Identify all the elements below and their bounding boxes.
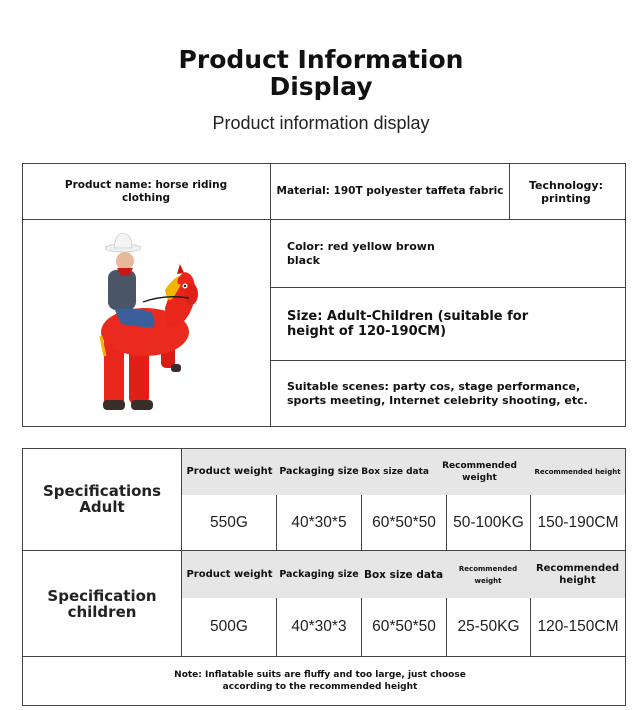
adult-header-box-size: Box size data (361, 449, 429, 495)
page-subtitle: Product information display (212, 113, 430, 133)
children-value-recommended-weight: 25-50KG (457, 618, 520, 635)
adult-value-product-weight: 550G (210, 513, 248, 531)
page-title-line2: Display (269, 72, 373, 101)
page-title-line1: Product Information (178, 45, 464, 74)
page-title (0, 46, 642, 100)
adult-header-packaging-size: Packaging size (277, 449, 361, 495)
color-cell: Color: red yellow brown black (287, 239, 435, 267)
adult-value-recommended-weight: 50-100KG (453, 513, 524, 531)
adult-header-recommended-weight: Recommended weight (429, 449, 530, 495)
spec-adult-label: Specifications Adult (42, 482, 162, 516)
material-cell: Material: 190T polyester taffeta fabric (276, 185, 504, 197)
adult-value-packaging-size: 40*30*5 (291, 513, 347, 531)
children-value-packaging-size: 40*30*3 (291, 618, 347, 635)
product-image (95, 228, 205, 418)
children-header-packaging-size: Packaging size (277, 551, 361, 598)
children-header-box-size: Box size data (361, 551, 446, 598)
info-table-divider (509, 163, 510, 219)
children-header-recommended-weight: Recommended weight (446, 551, 530, 598)
adult-header-product-weight: Product weight (182, 449, 277, 495)
scenes-cell: Suitable scenes: party cos, stage performance, sports meeting, Internet celebrity shooting, etc. (287, 380, 588, 407)
children-value-product-weight: 500G (210, 618, 248, 635)
adult-value-recommended-height: 150-190CM (537, 513, 619, 531)
adult-header-recommended-height: Recommended height (530, 449, 625, 495)
spec-children-label: Specification children (47, 586, 157, 621)
sizing-note: Note: Inflatable suits are fluffy and too large, just choose according to the recommended height (174, 670, 466, 692)
children-header-recommended-height: Recommended height (530, 551, 625, 598)
children-value-box-size: 60*50*50 (372, 618, 436, 635)
technology-cell: Technology: printing (528, 178, 603, 205)
inflatable-horse-rider-costume-illustration (95, 228, 205, 418)
adult-value-box-size: 60*50*50 (372, 513, 436, 531)
children-value-recommended-height: 120-150CM (537, 618, 619, 635)
children-header-product-weight: Product weight (182, 551, 277, 598)
product-name-cell: Product name: horse riding clothing (64, 178, 228, 204)
size-cell: Size: Adult-Children (suitable for height of 120-190CM) (287, 309, 529, 339)
